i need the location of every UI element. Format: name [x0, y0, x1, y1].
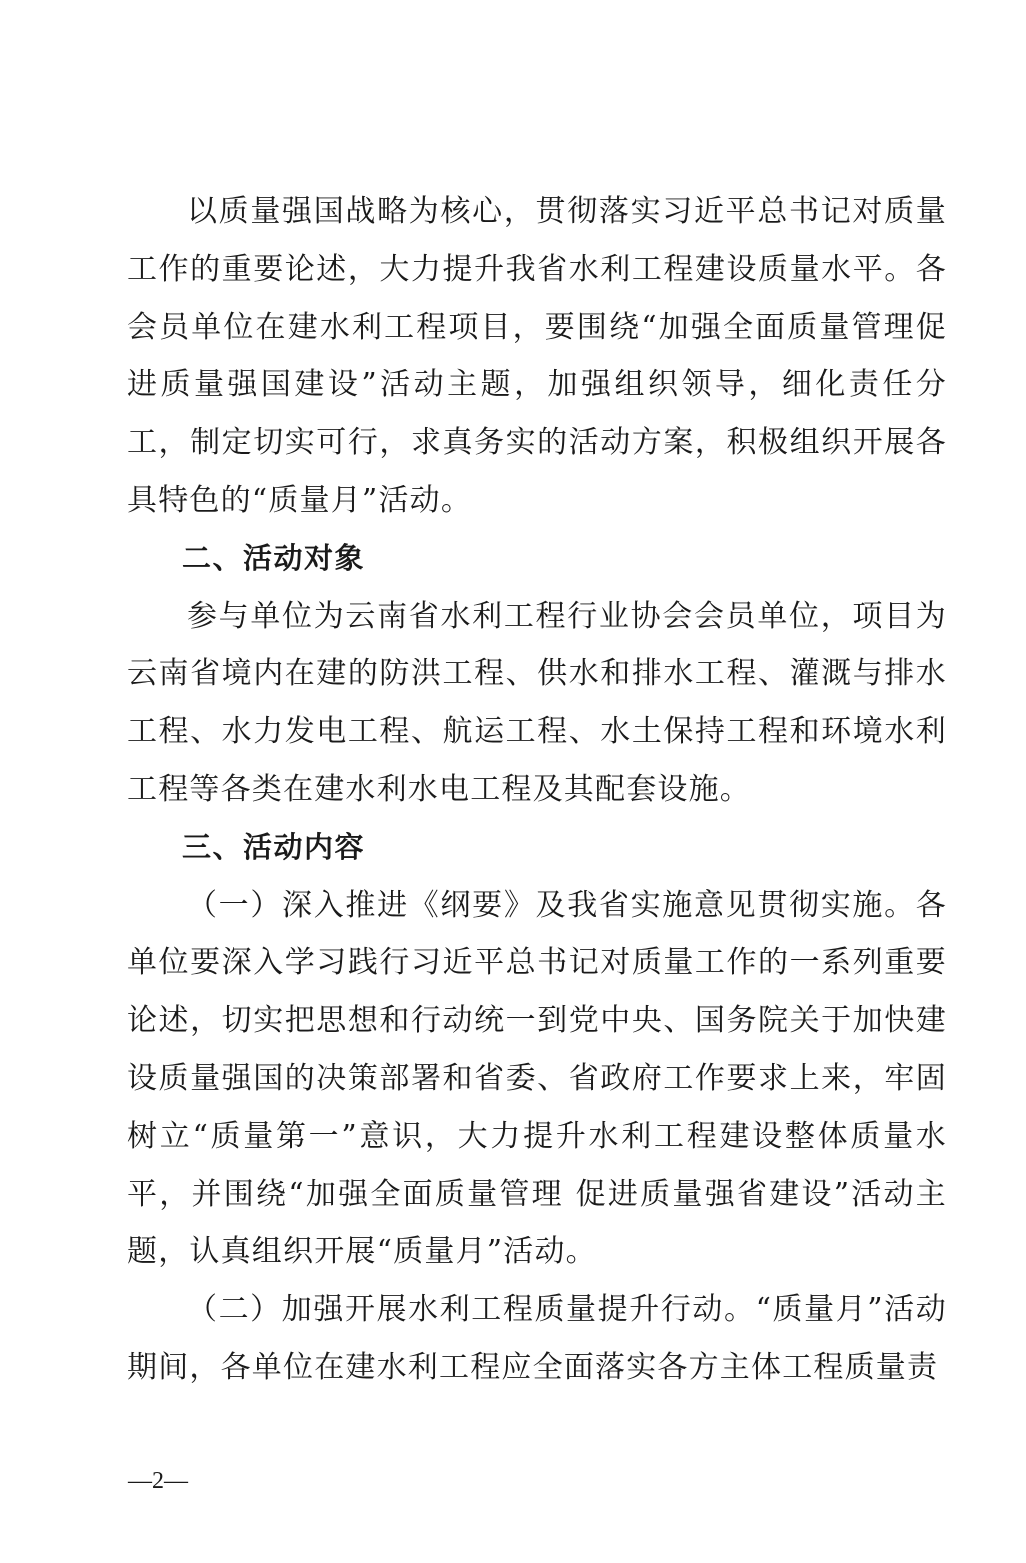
- heading-activity-content: 三、活动内容: [182, 829, 366, 864]
- heading-activity-targets: 二、活动对象: [182, 540, 366, 575]
- paragraph-content-item-2: （二）加强开展水利工程质量提升行动。“质量月”活动期间，各单位在建水利工程应全面落实各方主体工程质量责: [127, 1292, 947, 1385]
- body-text: [127, 183, 947, 1397]
- page-number: —2—: [128, 1468, 188, 1494]
- paragraph-content-item-1: （一）深入推进《纲要》及我省实施意见贯彻实施。各单位要深入学习践行习近平总书记对质量工作的一系列重要论述，切实把思想和行动统一到党中央、国务院关于加快建设质量强国的决策部署和省委、省政府工作要求上来，牢固树立“质量第一”意识，大力提升水利工程建设整体质量水平，并围绕“加强全面质量管理 促进质量强省建设”活动主题，认真组织开展“质量月”活动。: [127, 887, 947, 1270]
- paragraph-quality-strategy: 以质量强国战略为核心，贯彻落实习近平总书记对质量工作的重要论述，大力提升我省水利工程建设质量水平。各会员单位在建水利工程项目，要围绕“加强全面质量管理促进质量强国建设”活动主题，加强组织领导，细化责任分工，制定切实可行，求真务实的活动方案，积极组织开展各具特色的“质量月”活动。: [127, 194, 947, 518]
- paragraph-activity-targets: 参与单位为云南省水利工程行业协会会员单位，项目为云南省境内在建的防洪工程、供水和排水工程、灌溉与排水工程、水力发电工程、航运工程、水土保持工程和环境水利工程等各类在建水利水电工程及其配套设施。: [127, 598, 947, 807]
